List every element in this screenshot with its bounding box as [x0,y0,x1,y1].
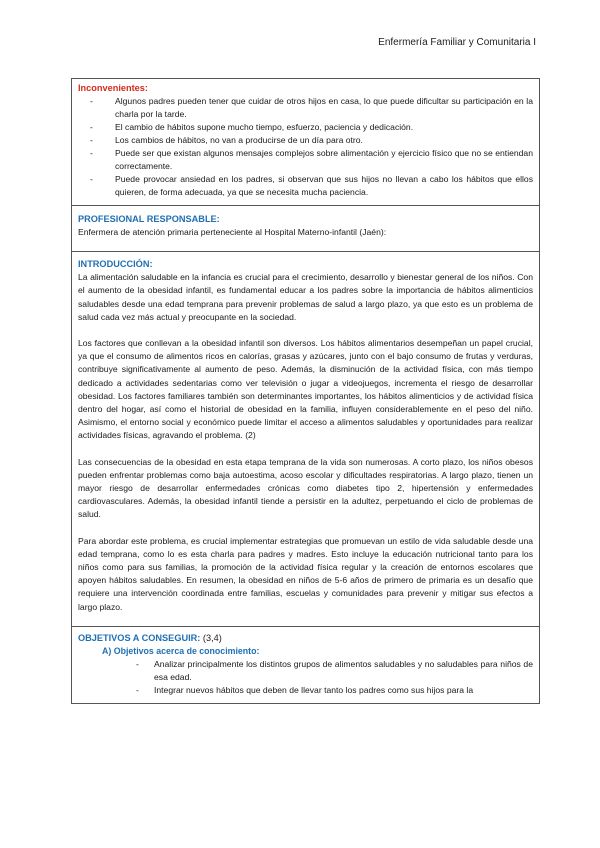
objetivos-list [78,658,533,697]
profesional-heading: PROFESIONAL RESPONSABLE: [78,214,220,224]
list-item: - Puede provocar ansiedad en los padres, si observan que sus hijos no llevan a cabo los hábitos que ellos quieren, de forma adecuada, ya que se necesita mucha paciencia. [90,173,533,199]
list-item: - Puede ser que existan algunos mensajes complejos sobre alimentación y ejercicio físico que no se entiendan correctamente. [90,147,533,173]
list-item: - Analizar principalmente los distintos grupos de alimentos saludables y no saludables para niños de esa edad. [136,658,533,684]
profesional-section [72,206,539,252]
inconvenientes-section [72,79,539,206]
objetivos-sub-heading: A) Objetivos acerca de conocimiento: [102,645,260,656]
page-header: Enfermería Familiar y Comunitaria I [378,37,536,48]
intro-paragraph: Para abordar este problema, es crucial implementar estrategias que promuevan un estilo de vida saludable desde una edad temprana, como lo es esta charla para padres y madres. Esto incluye la educación nutricional tanto para los niños como para sus familias, la promoción de la actividad física regular y la creación de entornos escolares que apoyen hábitos saludables. En resumen, la obesidad en niños de 5-6 años de primero de primaria es un desafío que requiere una intervención coordinada entre familias, escuelas y comunidades para prevenir y mitigar sus efectos a largo plazo. [78,535,533,612]
document-table [71,78,540,704]
objetivos-refs: (3,4) [202,632,222,643]
intro-paragraph: Las consecuencias de la obesidad en esta etapa temprana de la vida son numerosas. A corto plazo, los niños obesos pueden enfrentar problemas como baja autoestima, acoso escolar y dificultades respiratorias. A largo plazo, tienen un mayor riesgo de desarrollar enfermedades crónicas como diabetes tipo 2, hipertensión y enfermedades cardiovasculares. Además, la obesidad infantil tiende a persistir en la adultez, perpetuando el ciclo de problemas de salud. [78,456,533,520]
inconvenientes-list [78,95,533,199]
introduccion-heading: INTRODUCCIÓN: [78,259,153,270]
intro-paragraph: La alimentación saludable en la infancia es crucial para el crecimiento, desarrollo y bienestar general de los niños. Con el aumento de la obesidad infantil, es fundamental educar a los padres sobre la importancia de hábitos alimenticios saludables desde una edad temprana para prevenir problemas de salud a largo plazo, ya que esto es un problema de salud cada vez más actual y preocupante en la sociedad. [78,272,533,322]
list-item: - Los cambios de hábitos, no van a producirse de un día para otro. [90,134,533,147]
profesional-text: Enfermera de atención primaria perteneciente al Hospital Materno-infantil (Jaén): [78,227,387,237]
objetivos-heading-text: OBJETIVOS A CONSEGUIR: [78,632,201,643]
objetivos-heading [78,632,533,645]
objetivos-section [72,627,539,703]
intro-paragraph: Los factores que conllevan a la obesidad infantil son diversos. Los hábitos alimentarios desempeñan un papel crucial, ya que el consumo de alimentos ricos en calorías, grasas y azúcares, junto con el bajo consumo de frutas y verduras, contribuye significativamente al aumento de peso. Además, la disminución de la actividad física, con más tiempo dedicado a actividades sedentarias como ver televisión o jugar a videojuegos, incrementa el riesgo de desarrollar obesidad. Los factores familiares también son determinantes importantes, los hábitos alimenticios y de actividad física dentro del hogar, así como el historial de obesidad en la familia, influyen considerablemente en el peso del niño. Asimismo, el entorno social y económico puede limitar el acceso a alimentos saludables y oportunidades para realizar actividades físicas, agravando el problema. (2) [78,338,533,441]
list-item: - Integrar nuevos hábitos que deben de llevar tanto los padres como sus hijos para la [136,684,533,697]
list-item: - El cambio de hábitos supone mucho tiempo, esfuerzo, paciencia y dedicación. [90,121,533,134]
list-item: - Algunos padres pueden tener que cuidar de otros hijos en casa, lo que puede dificultar su participación en la charla por la tarde. [90,95,533,121]
inconvenientes-heading: Inconvenientes: [78,83,148,93]
introduccion-section [72,252,539,627]
